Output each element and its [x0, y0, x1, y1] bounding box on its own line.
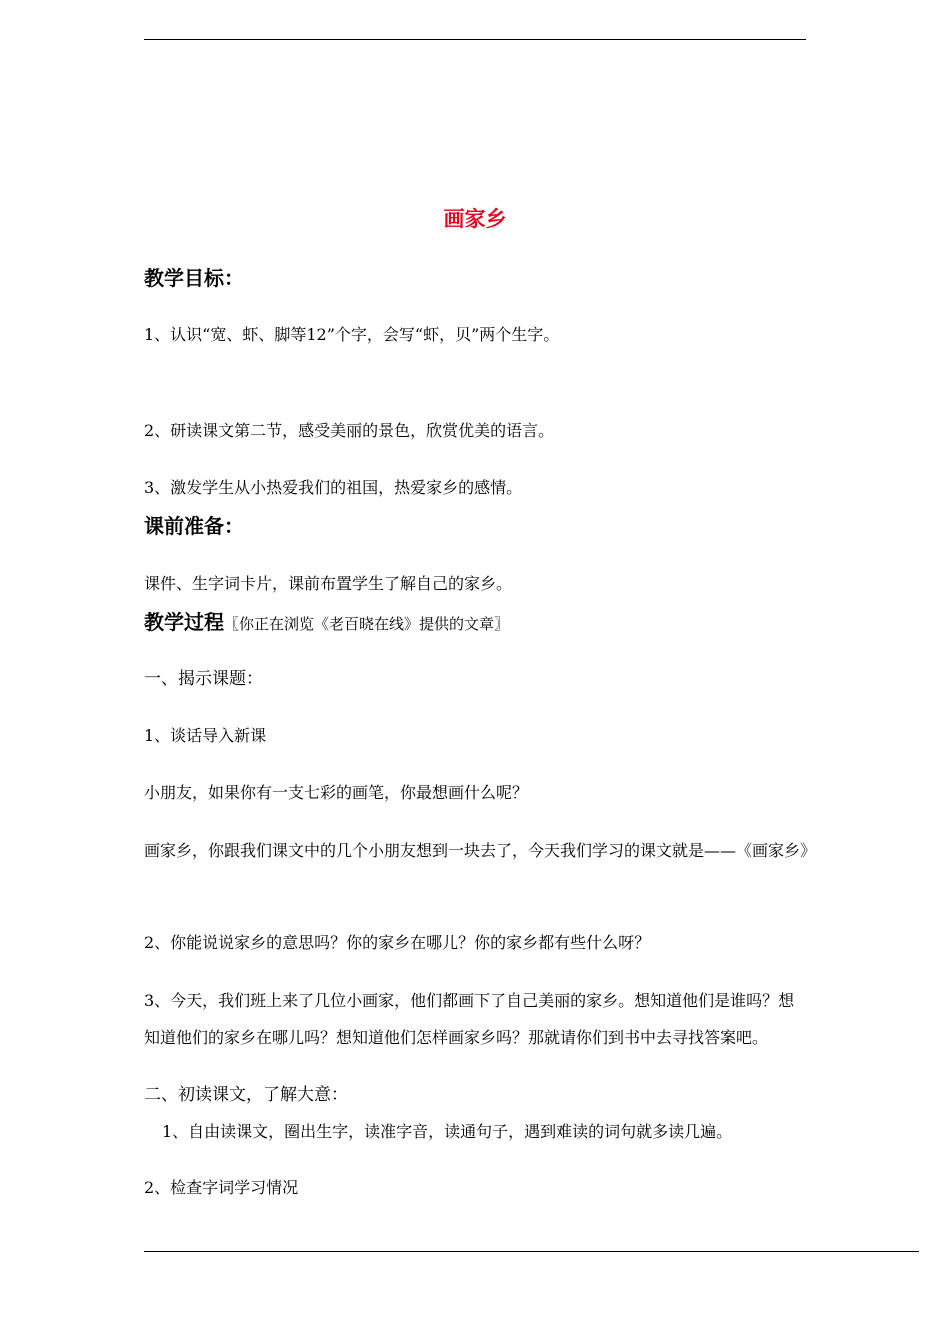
part2-paragraph-2: 2、检查字词学习情况 — [144, 1178, 299, 1197]
process-heading: 教学过程 — [144, 610, 224, 634]
goal-item-1: 1、认识“宽、虾、脚等12”个字，会写“虾，贝”两个生字。 — [144, 325, 560, 344]
document-title: 画家乡 — [443, 207, 507, 231]
goal-item-2: 2、研读课文第二节，感受美丽的景色，欣赏优美的语言。 — [144, 421, 555, 440]
part1-paragraph-5: 3、今天，我们班上来了几位小画家，他们都画下了自己美丽的家乡。想知道他们是谁吗？想知道他们的家乡在哪儿吗？想知道他们怎样画家乡吗？那就请你们到书中去寻找答案吧。 — [144, 991, 795, 1047]
footer-rule — [144, 1251, 919, 1252]
process-note: 〖你正在浏览《老百晓在线》提供的文章〗 — [224, 615, 510, 633]
prep-text: 课件、生字词卡片，课前布置学生了解自己的家乡。 — [144, 574, 513, 593]
part1-paragraph-3: 画家乡，你跟我们课文中的几个小朋友想到一块去了，今天我们学习的课文就是——《画家乡》 — [144, 841, 817, 860]
part1-paragraph-4: 2、你能说说家乡的意思吗？你的家乡在哪儿？你的家乡都有些什么呀？ — [144, 933, 651, 952]
part1-paragraph-1: 1、谈话导入新课 — [144, 726, 267, 745]
goals-heading: 教学目标： — [144, 266, 244, 290]
goal-item-3: 3、激发学生从小热爱我们的祖国，热爱家乡的感情。 — [144, 478, 523, 497]
part2-heading: 二、初读课文，了解大意： — [144, 1085, 348, 1105]
header-rule — [144, 39, 806, 40]
prep-heading: 课前准备： — [144, 514, 244, 538]
part1-paragraph-2: 小朋友，如果你有一支七彩的画笔，你最想画什么呢？ — [144, 783, 529, 802]
part2-paragraph-1: 1、自由读课文，圈出生字，读准字音，读通句子，遇到难读的词句就多读几遍。 — [162, 1122, 733, 1141]
process-heading-line — [144, 609, 509, 637]
part1-heading: 一、揭示课题： — [144, 669, 263, 689]
